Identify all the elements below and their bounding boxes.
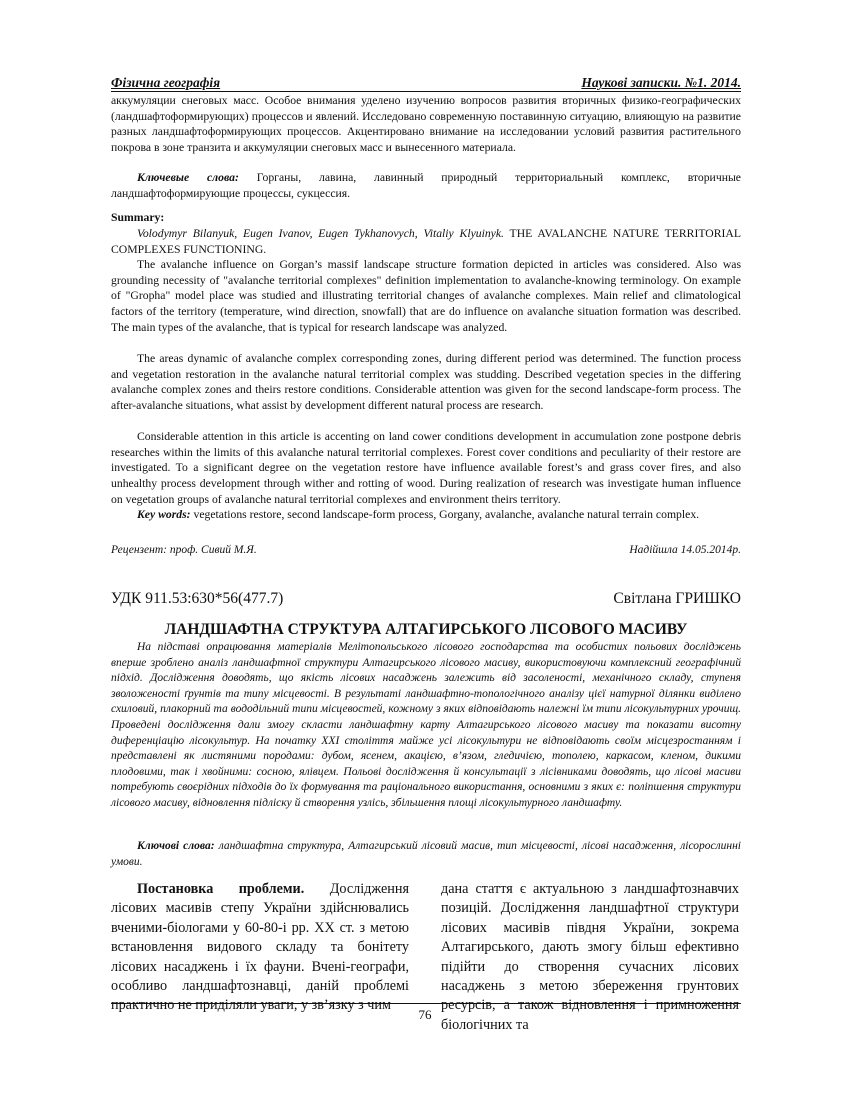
summary-paragraph-3: Considerable attention in this article is accenting on land cower conditions development in accumulation zone postpone debris researches within the limits of this avalanche natural territorial complexes. Forest cover conditions and peculiarity of their restore are investigated. To a significant degree on the vegetation restore have influence available forest’s and grass cover fires, and also unhealthy process development through wither and rotting of wood. During realization of research was investigate human influence on vegetation groups of avalanche natural territorial complexes and environment theirs territory. (111, 430, 741, 506)
udc-line (111, 590, 741, 610)
article-keywords (111, 839, 741, 870)
page-number: 76 (418, 1007, 432, 1022)
article-keywords-label: Ключові слова: (137, 840, 215, 852)
summary-heading: Summary: (111, 211, 165, 224)
reviewer-line (111, 544, 741, 560)
problem-heading: Постановка проблеми. (137, 881, 305, 897)
footer-rule (111, 1003, 741, 1004)
body-column-right: дана стаття є актуальною з ландшафтознавчих позицій. Дослідження ландшафтної структури лісових масивів півдня України, зокрема Алтагирського, дають змогу більш ефективно підійти до створення сучасних лісових насаджень з метою збереження грунтових ресурсів, а також відновлення і примноження біологічних та (441, 881, 739, 1033)
summary-authors: Volodymyr Bilanyuk, Eugen Ivanov, Eugen Tykhanovych, Vitaliy Klyuinyk. (137, 227, 504, 240)
summary-title: THE AVALANCHE NATURE TERRITORIAL COMPLEXES FUNCTIONING. (111, 227, 741, 256)
reviewer-name: Рецензент: проф. Сивий М.Я. (111, 544, 257, 556)
udc-code: УДК 911.53:630*56(477.7) (111, 590, 284, 607)
article-keywords-text: ландшафтна структура, Алтагирський лісовий масив, тип місцевості, лісові насадження, лісорослинні умови. (111, 840, 741, 868)
summary-keywords-text: vegetations restore, second landscape-form process, Gorgany, avalanche, avalanche natural terrain complex. (190, 508, 700, 521)
body-column-left (111, 880, 409, 1016)
received-date: Надійшла 14.05.2014р. (629, 544, 741, 556)
problem-text: Дослідження лісових масивів степу України здійснювались вченими-біологами у 60-80-і рр. ХХ ст. з метою встановлення видового складу та бонітету лісових насаджень і їх фауни. Вчені-географи, особливо ландшафтознавці, даній проблемі практично не приділяли уваги, у зв’язку з чим (111, 881, 409, 1014)
summary-byline (111, 226, 741, 257)
article-abstract: На підставі опрацювання матеріалів Мелітопольського лісового господарства та особистих польових досліджень вперше зроблено аналіз ландшафтної структури Алтагирського лісового масиву, використовуючи комплексний географічний підхід. Дослідження доводять, що якість лісових насаджень залежить від засоленості, механічного складу, ступеня зволоженості ґрунтів та типу місцевості. В результаті ландшафтно-топологічного аналізу цієї натурної ділянки виділено схиловий, плакорний та вододільний типи місцевостей, кожному з яких відповідають належні їм типи лісокультурних урочищ. Проведені дослідження дали змогу скласти ландшафтну карту Алтагирського лісового масиву та показати висотну диференціацію лісокультур. На початку ХХІ століття майже усі лісокультури не відповідають своїм місцезростанням і представлені як листяними породами: дубом, ясенем, акацією, в’язом, гледичією, тополею, каркасом, кленом, дикими плодовими, так і хвойними: сосною, ялівцем. Польові дослідження й консультації з лісівниками доводять, що лісові масиви потребують своєрідних підходів до їх формування та раціонального використання, основними з яких є: поліпшення структури лісового масиву, відновлення підліску й створення узлісь, збільшення площі лісокультурного ландшафту. (111, 641, 741, 809)
header-section: Фізична географія (111, 75, 221, 90)
header-journal: Наукові записки. №1. 2014. (581, 75, 741, 90)
article-author: Світлана ГРИШКО (613, 590, 741, 607)
ru-abstract-tail: аккумуляции снеговых масс. Особое внимания уделено изучению вопросов развития вторичных физико-географических (ландшафтоформирующих) процессов и явлений. Исследовано современную поставинную ситуацию, влияющую на развитие разных ландшафтоформирующих процессов. Акцентировано внимание на исследовании условий развития растительного покрова в зоне транзита и аккумуляции снеговых масс и вынесенного материала. (111, 94, 741, 155)
ru-keywords (111, 170, 741, 201)
summary-paragraph-1: The avalanche influence on Gorgan’s massif landscape structure formation depicted in articles was considered. Also was grounding necessity of "avalanche territorial complexes" definition implementation to avalanche-knowing terminology. On example of "Gropha" model place was studied and illustrating territorial changes of avalanche complexes. Main relief and climatological factors of the territory (temperature, wind direction, snowfall) that are do influence on avalanche situation formation was described. The main types of the avalanche, that is typical for research landscape was analyzed. (111, 258, 741, 334)
summary-keywords-label: Key words: (137, 508, 191, 521)
summary-paragraph-2: The areas dynamic of avalanche complex corresponding zones, during different period was determined. The function process and vegetation restoration in the avalanche natural territorial complex was studding. Described vegetation species in the differing avalanche complex zones and theirs restore conditions. Considerable attention was given for the second landscape-form process. The after-avalanche situations, what assist by development different natural process are research. (111, 352, 741, 413)
summary-keywords (111, 507, 741, 523)
ru-keywords-label: Ключевые слова: (137, 171, 239, 184)
running-header (111, 75, 741, 92)
ru-keywords-text: Горганы, лавина, лавинный природный территориальный комплекс, вторичные ландшафтоформирующие процессы, сукцессия. (111, 171, 741, 200)
article-title: ЛАНДШАФТНА СТРУКТУРА АЛТАГИРСЬКОГО ЛІСОВОГО МАСИВУ (164, 621, 688, 638)
